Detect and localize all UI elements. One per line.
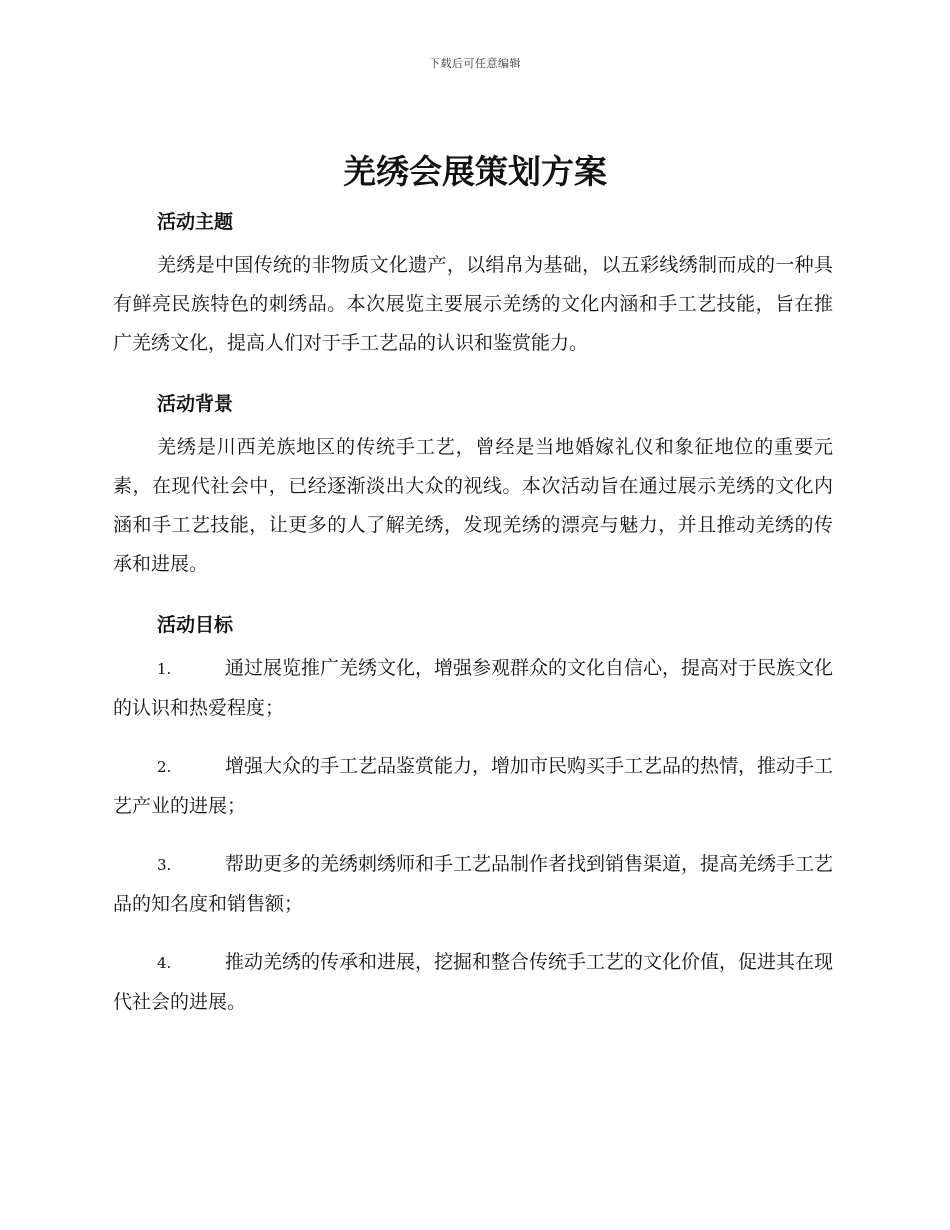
- section-paragraph-theme: 羌绣是中国传统的非物质文化遗产，以绢帛为基础，以五彩线绣制而成的一种具有鲜亮民族特色的刺绣品。本次展览主要展示羌绣的文化内涵和手工艺技能，旨在推广羌绣文化，提高人们对于手工艺品的认识和鉴赏能力。: [113, 254, 833, 354]
- goal-list-item: [113, 649, 833, 728]
- list-item-text: 帮助更多的羌绣刺绣师和手工艺品制作者找到销售渠道，提高羌绣手工艺品的知名度和销售额；: [113, 853, 834, 915]
- list-item-text: 推动羌绣的传承和进展，挖掘和整合传统手工艺的文化价值，促进其在现代社会的进展。: [113, 951, 834, 1013]
- goal-list-item: [113, 943, 833, 1022]
- section-heading-theme: 活动主题: [157, 211, 234, 233]
- page-header-note: 下载后可任意编辑: [429, 57, 521, 70]
- document-body: [113, 198, 833, 1041]
- list-item-text: 增强大众的手工艺品鉴赏能力，增加市民购买手工艺品的热情，推动手工艺产业的进展；: [113, 755, 834, 817]
- list-item-number: 1.: [157, 660, 172, 678]
- list-item-text: 通过展览推广羌绣文化，增强参观群众的文化自信心，提高对于民族文化的认识和热爱程度；: [113, 657, 834, 719]
- goal-list-item: [113, 747, 833, 826]
- list-item-number: 2.: [157, 758, 172, 776]
- section-heading-goals: 活动目标: [157, 614, 234, 636]
- list-item-number: 3.: [157, 856, 172, 874]
- goal-list-item: [113, 845, 833, 924]
- section-paragraph-background: 羌绣是川西羌族地区的传统手工艺，曾经是当地婚嫁礼仪和象征地位的重要元素，在现代社会中，已经逐渐淡出大众的视线。本次活动旨在通过展示羌绣的文化内涵和手工艺技能，让更多的人了解羌绣，发现羌绣的漂亮与魅力，并且推动羌绣的传承和进展。: [113, 436, 833, 575]
- section-heading-background: 活动背景: [157, 393, 234, 415]
- list-item-number: 4.: [157, 954, 172, 972]
- document-title: 羌绣会展策划方案: [343, 152, 607, 191]
